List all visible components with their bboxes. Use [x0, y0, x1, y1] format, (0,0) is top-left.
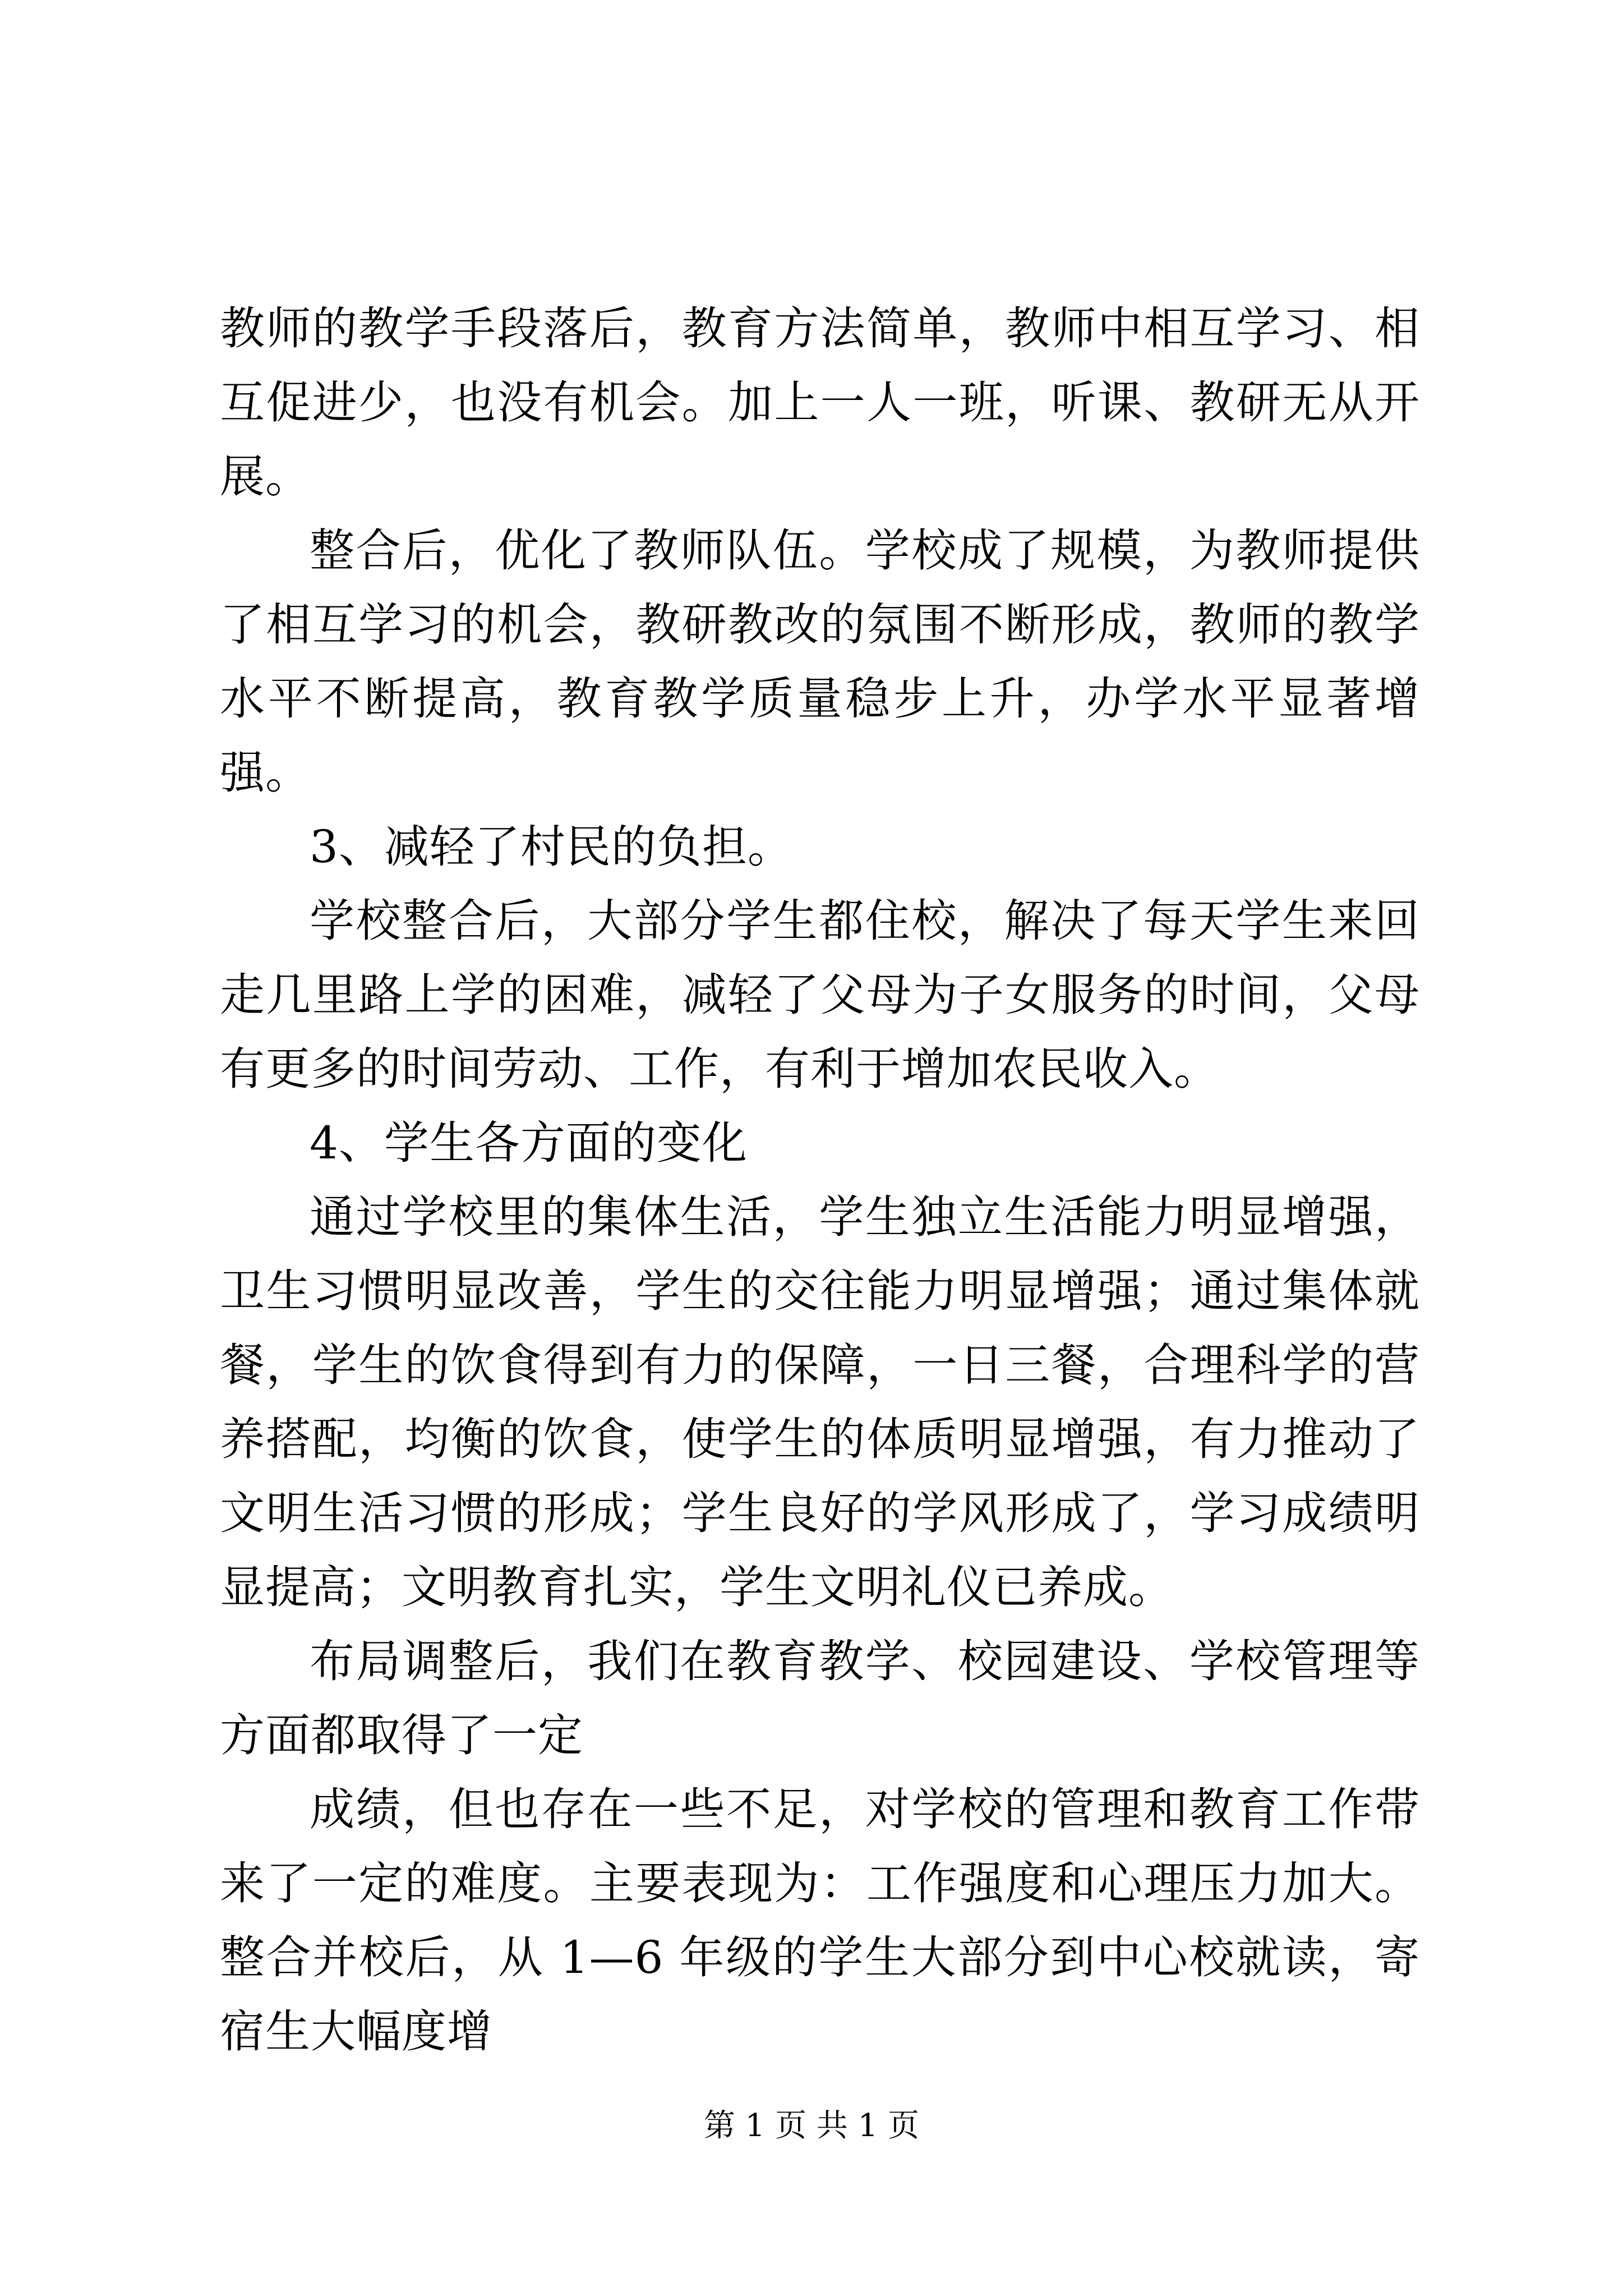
- paragraph: 学校整合后，大部分学生都住校，解决了每天学生来回走几里路上学的困难，减轻了父母为子女服务的时间，父母有更多的时间劳动、工作，有利于增加农民收入。: [220, 895, 1420, 1095]
- paragraph: 布局调整后，我们在教育教学、校园建设、学校管理等方面都取得了一定: [220, 1635, 1420, 1761]
- paragraph: 教师的教学手段落后，教育方法简单，教师中相互学习、相互促进少，也没有机会。加上一人一班，听课、教研无从开展。: [220, 302, 1420, 503]
- paragraph: 通过学校里的集体生活，学生独立生活能力明显增强，卫生习惯明显改善，学生的交往能力明显增强；通过集体就餐，学生的饮食得到有力的保障，一日三餐，合理科学的营养搭配，均衡的饮食，使学生的体质明显增强，有力推动了文明生活习惯的形成；学生良好的学风形成了，学习成绩明显提高；文明教育扎实，学生文明礼仪已养成。: [220, 1191, 1420, 1613]
- section-heading: 4、学生各方面的变化: [310, 1117, 748, 1169]
- page-number-label: 第 1 页 共 1 页: [703, 2108, 920, 2144]
- document-body: [220, 292, 1420, 2069]
- paragraph: 成绩，但也存在一些不足，对学校的管理和教育工作带来了一定的难度。主要表现为：工作强度和心理压力加大。整合并校后，从 1—6 年级的学生大部分到中心校就读，寄宿生大幅度增: [220, 1783, 1420, 2058]
- page-footer: [0, 2104, 1623, 2148]
- section-heading: 3、减轻了村民的负担。: [310, 821, 793, 873]
- paragraph: 整合后，优化了教师队伍。学校成了规模，为教师提供了相互学习的机会，教研教改的氛围不断形成，教师的教学水平不断提高，教育教学质量稳步上升，办学水平显著增强。: [220, 524, 1420, 799]
